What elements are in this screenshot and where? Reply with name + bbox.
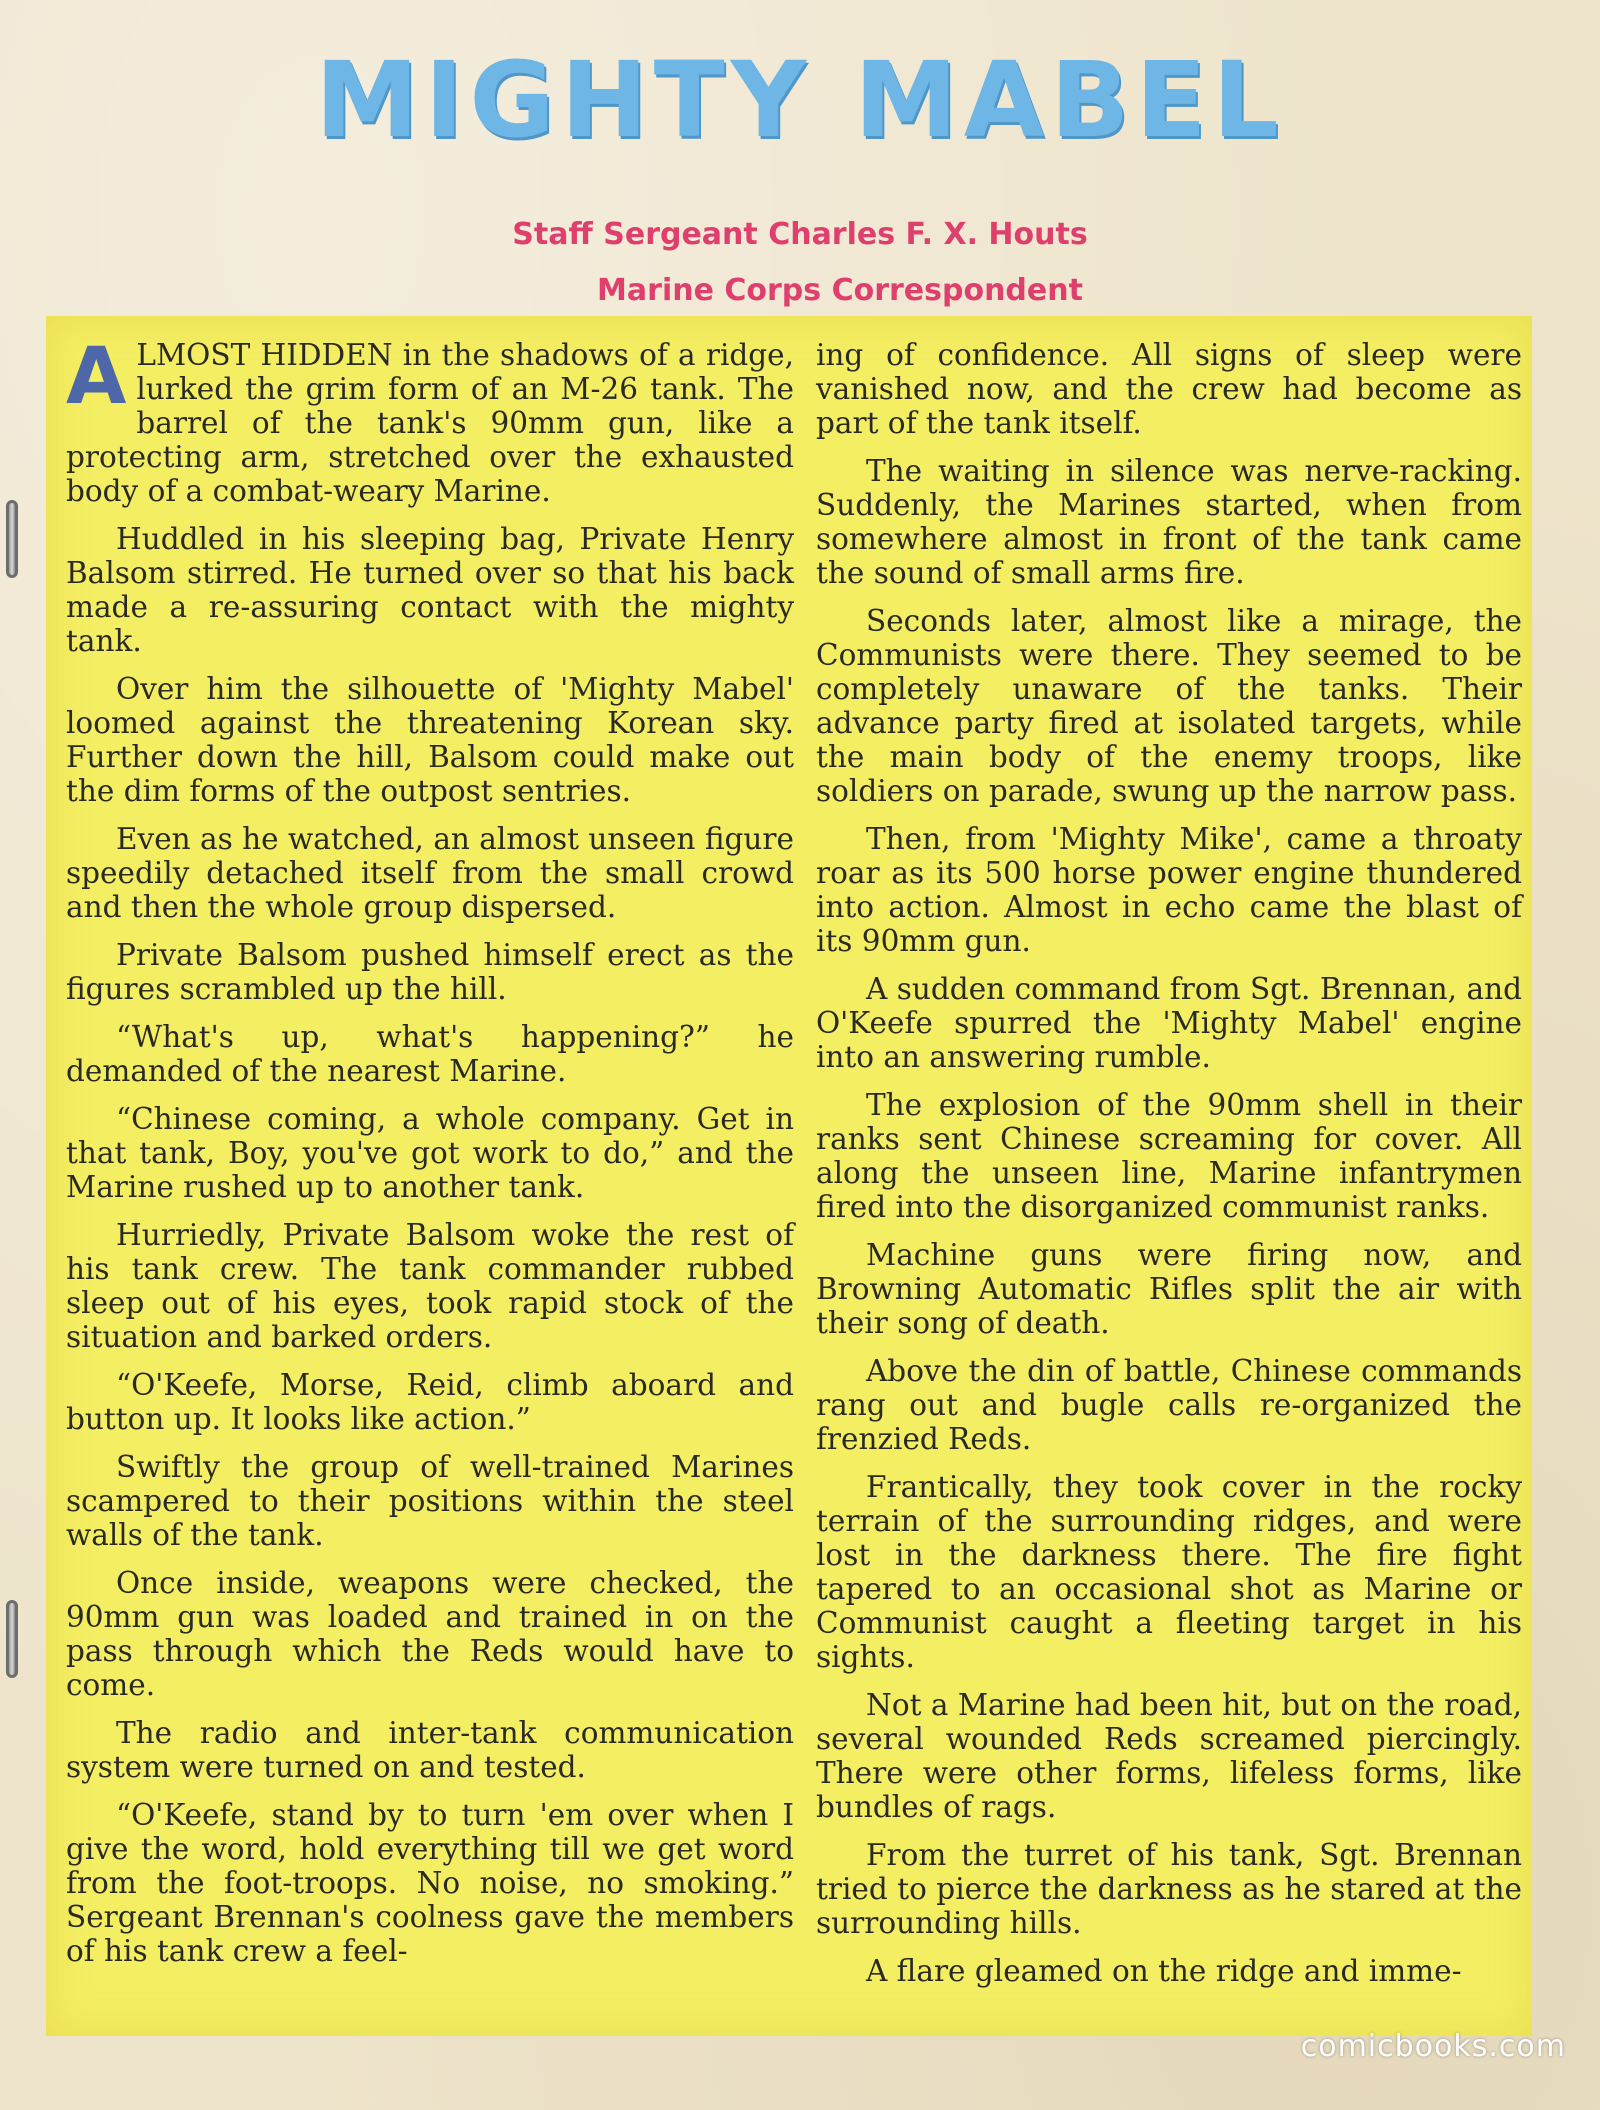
- story-title: MIGHTY MABEL: [315, 39, 1285, 161]
- paragraph: Frantically, they took cover in the rocky terrain of the surrounding ridges, and were lost in the darkness there. The fire fight tapered to an occasional shot as Marine or Communist caught a fleeting target in his sights.: [816, 1470, 1522, 1674]
- paragraph: Even as he watched, an almost unseen figure speedily detached itself from the small crowd and then the whole group dispersed.: [66, 822, 794, 924]
- paragraph: “What's up, what's happening?” he demanded of the nearest Marine.: [66, 1020, 794, 1088]
- paragraph: “Chinese coming, a whole company. Get in that tank, Boy, you've got work to do,” and the Marine rushed up to another tank.: [66, 1102, 794, 1204]
- paragraph: Once inside, weapons were checked, the 90mm gun was loaded and trained in on the pass through which the Reds would have to come.: [66, 1566, 794, 1702]
- drop-cap: A: [66, 332, 127, 422]
- paragraph: The radio and inter-tank communication system were turned on and tested.: [66, 1716, 794, 1784]
- paragraph: Seconds later, almost like a mirage, the Communists were there. They seemed to be completely unaware of the tanks. Their advance party fired at isolated targets, while the main body of the enemy troops, like soldiers on parade, swung up the narrow pass.: [816, 604, 1522, 808]
- left-column: [66, 332, 794, 1982]
- paragraph: Private Balsom pushed himself erect as the figures scrambled up the hill.: [66, 938, 794, 1006]
- byline-role: Marine Corps Correspondent: [597, 273, 1083, 308]
- paragraph: Then, from 'Mighty Mike', came a throaty roar as its 500 horse power engine thundered into action. Almost in echo came the blast of its 90mm gun.: [816, 822, 1522, 958]
- paragraph: Swiftly the group of well-trained Marines scampered to their positions within the steel walls of the tank.: [66, 1450, 794, 1552]
- paragraph: A flare gleamed on the ridge and imme-: [866, 1954, 1462, 1988]
- paragraph: The explosion of the 90mm shell in their ranks sent Chinese screaming for cover. All along the unseen line, Marine infantrymen fired into the disorganized communist ranks.: [816, 1088, 1522, 1224]
- paragraph: “O'Keefe, Morse, Reid, climb aboard and button up. It looks like action.”: [66, 1368, 794, 1436]
- paragraph: Hurriedly, Private Balsom woke the rest of his tank crew. The tank commander rubbed sleep out of his eyes, took rapid stock of the situation and barked orders.: [66, 1218, 794, 1354]
- paragraph-text: LMOST HIDDEN in the shadows of a ridge, lurked the grim form of an M-26 tank. The barrel of the tank's 90mm gun, like a protecting arm, stretched over the exhausted body of a combat-weary Marine.: [66, 338, 794, 508]
- paragraph: Huddled in his sleeping bag, Private Henry Balsom stirred. He turned over so that his back made a re-assuring contact with the mighty tank.: [66, 522, 794, 658]
- staple-bottom: [6, 1600, 18, 1678]
- paragraph: The waiting in silence was nerve-racking. Suddenly, the Marines started, when from somewhere almost in front of the tank came the sound of small arms fire.: [816, 454, 1522, 590]
- right-column: [816, 338, 1522, 2002]
- paragraph: ing of confidence. All signs of sleep were vanished now, and the crew had become as part of the tank itself.: [816, 338, 1522, 440]
- byline-author: Staff Sergeant Charles F. X. Houts: [512, 217, 1088, 252]
- paragraph: A sudden command from Sgt. Brennan, and O'Keefe spurred the 'Mighty Mabel' engine into an answering rumble.: [816, 972, 1522, 1074]
- paragraph: Machine guns were firing now, and Browning Automatic Rifles split the air with their song of death.: [816, 1238, 1522, 1340]
- site-watermark: comicbooks.com: [1300, 2029, 1566, 2064]
- staple-top: [6, 500, 18, 578]
- paragraph: Over him the silhouette of 'Mighty Mabel' loomed against the threatening Korean sky. Further down the hill, Balsom could make out the dim forms of the outpost sentries.: [66, 672, 794, 808]
- paragraph: Not a Marine had been hit, but on the road, several wounded Reds screamed piercingly. There were other forms, lifeless forms, like bundles of rags.: [816, 1688, 1522, 1824]
- paragraph: Above the din of battle, Chinese commands rang out and bugle calls re-organized the frenzied Reds.: [816, 1354, 1522, 1456]
- paragraph: From the turret of his tank, Sgt. Brennan tried to pierce the darkness as he stared at the surrounding hills.: [816, 1838, 1522, 1940]
- paragraph: “O'Keefe, stand by to turn 'em over when I give the word, hold everything till we get word from the foot-troops. No noise, no smoking.” Sergeant Brennan's coolness gave the members of his tank crew a feel-: [66, 1798, 794, 1968]
- article-body: [46, 316, 1532, 2036]
- paragraph: [66, 332, 794, 508]
